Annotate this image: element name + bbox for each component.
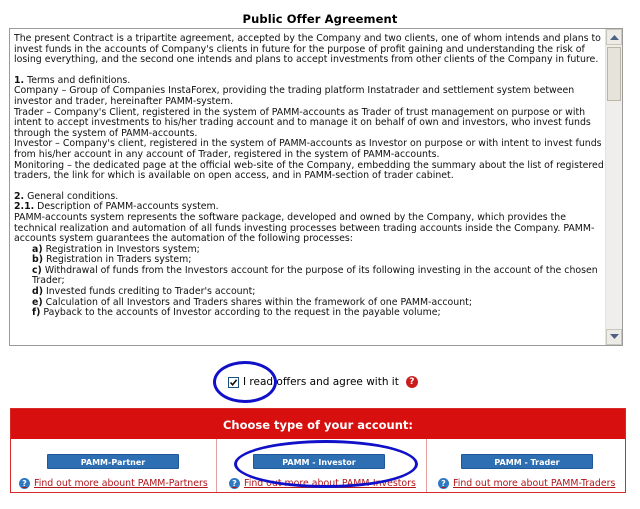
scroll-down-button[interactable] (606, 329, 622, 345)
vertical-scrollbar[interactable] (605, 29, 622, 345)
section-1-heading: 1. Terms and definitions. (14, 74, 131, 86)
agreement-intro: The present Contract is a tripartite agreement, accepted by the Company and two clients, one of whom intends and plans to invest funds in the accounts of Company's clients in future for the purpose of profit gaining and understanding the risk of losing everything, and the second one intends and plans to accept investments from other clients of the Company in future. (14, 33, 601, 66)
list-item: a) Registration in Investors system; (32, 243, 200, 255)
definition-company: Company – Group of Companies InstaForex, providing the trading platform Instatrader and settlement system between investor and trader, hereinafter PAMM-system. (14, 85, 575, 107)
trader-more-link[interactable]: ? Find out more about PAMM-Traders (438, 478, 615, 489)
help-icon: ? (229, 478, 240, 489)
pamm-trader-button[interactable]: PAMM - Trader (461, 454, 593, 469)
pamm-partner-button[interactable]: PAMM-Partner (47, 454, 179, 469)
page-title: Public Offer Agreement (242, 12, 398, 26)
pamm-investor-button[interactable]: PAMM - Investor (253, 454, 385, 469)
help-icon: ? (19, 478, 30, 489)
list-item: e) Calculation of all Investors and Traders shares within the framework of one PAMM-account; (32, 296, 472, 308)
definition-investor: Investor – Company's client, registered in the system of PAMM-accounts as Investor on purpose or with intent to invest funds from his/her account in any account of Trader, registered in the system of PAMM-accounts. (14, 138, 602, 160)
section-2-1-body: PAMM-accounts system represents the software package, developed and owned by the Company, which provides the technical realization and automation of all funds investing processes between trading accounts inside the Company. PAMM-accounts system guarantees the automation of the following processes: (14, 211, 595, 245)
scroll-thumb[interactable] (607, 47, 621, 101)
list-item: c) Withdrawal of funds from the Investors account for the purpose of its following investing in the account of the chosen Trader; (32, 264, 598, 287)
account-type-header: Choose type of your account: (11, 409, 625, 439)
help-icon: ? (438, 478, 449, 489)
scroll-up-button[interactable] (606, 29, 622, 45)
account-column-investor (216, 439, 426, 492)
definition-trader: Trader – Company's Client, registered in the system of PAMM-accounts as Trader of trust management on purpose or with intent to accept investments to his/her trading account and to manage it on behalf of own and investors, who invest funds through the system of PAMM-accounts. (14, 106, 591, 139)
section-2-heading: 2. General conditions. (14, 190, 119, 202)
account-column-partner (11, 439, 215, 492)
help-icon[interactable]: ? (406, 376, 418, 388)
partner-more-link[interactable]: ? Find out more abount PAMM-Partners (19, 478, 208, 489)
list-item: d) Invested funds crediting to Trader's account; (32, 286, 256, 298)
list-item: f) Payback to the accounts of Investor according to the request in the payable volume; (32, 307, 441, 319)
agreement-textbox[interactable] (9, 28, 623, 346)
agreement-text (14, 34, 604, 319)
investor-more-link[interactable]: ? Find out more about PAMM-Investors (229, 478, 416, 489)
arrow-up-icon (610, 34, 619, 40)
agree-checkbox[interactable] (228, 377, 239, 388)
arrow-down-icon (610, 334, 619, 340)
section-2-1-heading: 2.1. Description of PAMM-accounts system. (14, 201, 219, 213)
account-type-panel (10, 408, 626, 493)
agree-label: I read offers and agree with it (243, 376, 399, 388)
definition-monitoring: Monitoring – the dedicated page at the official web-site of the Company, embedding the summary about the list of registered traders, the link for which is available on open access, and in PAMM-section of trader cabinet. (14, 159, 604, 182)
checkmark-icon (229, 378, 238, 387)
list-item: b) Registration in Traders system; (32, 254, 192, 266)
account-column-trader (426, 439, 626, 492)
agree-row (228, 374, 418, 390)
